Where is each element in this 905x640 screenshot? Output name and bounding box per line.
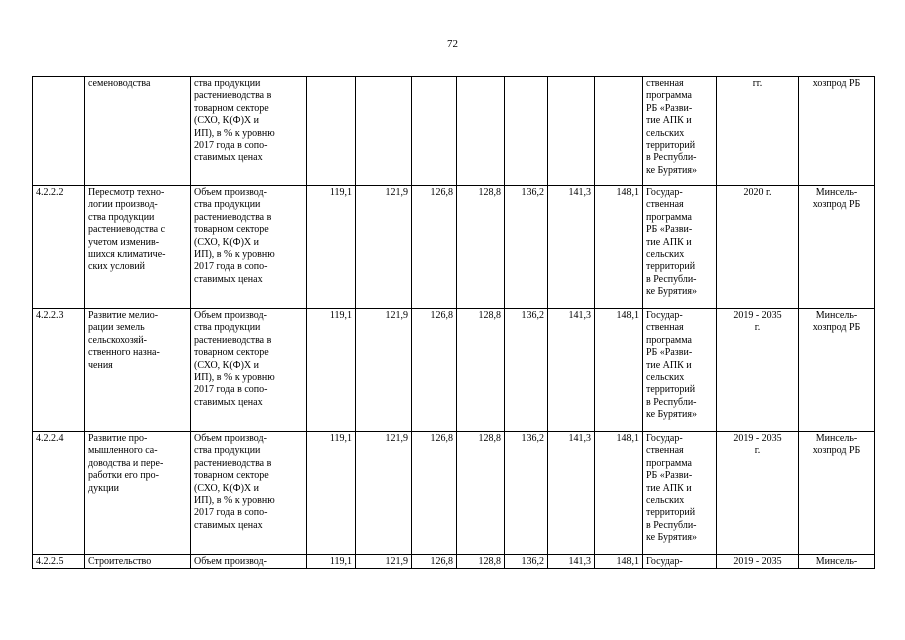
value-cell: 148,1 <box>595 555 643 569</box>
indicator-text: Объем производ- ства продукции растениеводства в товарном секторе (СХО, К(Ф)Х и ИП), в % к уровню 2017 года в сопо- ставимых ценах <box>194 187 275 285</box>
measure-name-cell <box>85 309 191 432</box>
term-text: 2019 - 2035 г. <box>733 433 782 457</box>
value-cell: 148,1 <box>595 309 643 432</box>
program-text: Государ- ственная программа РБ «Разви- тие АПК и сельских территорий в Республи- ке Бурятия» <box>646 310 697 421</box>
value-cell <box>548 77 595 186</box>
value-cell: 126,8 <box>412 555 457 569</box>
row-code-cell: 4.2.2.4 <box>33 432 85 555</box>
program-cell <box>643 309 717 432</box>
responsible-cell <box>799 77 875 186</box>
value-cell: 126,8 <box>412 186 457 309</box>
value-cell <box>356 77 412 186</box>
value-cell <box>595 77 643 186</box>
value-cell <box>505 77 548 186</box>
program-text: ственная программа РБ «Разви- тие АПК и сельских территорий в Республи- ке Бурятия» <box>646 78 697 176</box>
responsible-cell <box>799 186 875 309</box>
row-code-cell: 4.2.2.2 <box>33 186 85 309</box>
measure-name-cell <box>85 77 191 186</box>
value-cell: 119,1 <box>307 432 356 555</box>
measure-name-text: Развитие про- мышленного са- доводства и пере- работки его про- дукции <box>88 433 164 494</box>
measure-name-cell <box>85 186 191 309</box>
measure-name-text: семеноводства <box>88 78 151 89</box>
value-cell: 141,3 <box>548 309 595 432</box>
indicator-cell <box>191 555 307 569</box>
table-row <box>33 432 875 555</box>
measure-name-text: Пересмотр техно- логии производ- ства продукции растениеводства с учетом изменив- шихся климатиче- ских условий <box>88 187 166 273</box>
responsible-text: Минсель- <box>815 556 858 567</box>
term-cell <box>717 77 799 186</box>
term-text: 2019 - 2035 <box>733 556 782 567</box>
value-cell: 121,9 <box>356 432 412 555</box>
value-cell: 128,8 <box>457 186 505 309</box>
responsible-cell <box>799 555 875 569</box>
value-cell: 126,8 <box>412 432 457 555</box>
value-cell: 119,1 <box>307 186 356 309</box>
row-code-cell: 4.2.2.5 <box>33 555 85 569</box>
term-cell <box>717 186 799 309</box>
measure-name-cell <box>85 432 191 555</box>
program-cell <box>643 186 717 309</box>
measure-name-text: Строительство <box>88 556 152 567</box>
responsible-cell <box>799 309 875 432</box>
value-cell: 148,1 <box>595 432 643 555</box>
term-cell <box>717 555 799 569</box>
value-cell: 121,9 <box>356 186 412 309</box>
value-cell <box>307 77 356 186</box>
indicator-cell <box>191 309 307 432</box>
indicator-text: ства продукции растениеводства в товарном секторе (СХО, К(Ф)Х и ИП), в % к уровню 2017 года в сопо- ставимых ценах <box>194 78 275 164</box>
program-text: Государ- <box>646 556 683 567</box>
value-cell: 121,9 <box>356 555 412 569</box>
value-cell: 141,3 <box>548 555 595 569</box>
responsible-cell <box>799 432 875 555</box>
term-cell <box>717 432 799 555</box>
value-cell: 136,2 <box>505 555 548 569</box>
indicator-cell <box>191 432 307 555</box>
value-cell: 141,3 <box>548 432 595 555</box>
value-cell: 126,8 <box>412 309 457 432</box>
responsible-text: хозпрод РБ <box>812 78 861 89</box>
value-cell: 128,8 <box>457 555 505 569</box>
responsible-text: Минсель- хозпрод РБ <box>812 433 861 457</box>
row-code-cell <box>33 77 85 186</box>
value-cell: 119,1 <box>307 309 356 432</box>
value-cell: 136,2 <box>505 432 548 555</box>
page-number: 72 <box>447 38 458 50</box>
program-cell <box>643 77 717 186</box>
table-row <box>33 309 875 432</box>
value-cell: 121,9 <box>356 309 412 432</box>
value-cell <box>457 77 505 186</box>
indicator-text: Объем производ- ства продукции растениеводства в товарном секторе (СХО, К(Ф)Х и ИП), в % к уровню 2017 года в сопо- ставимых ценах <box>194 310 275 408</box>
value-cell <box>412 77 457 186</box>
measure-name-text: Развитие мелио- рации земель сельскохозяй- ственного назна- чения <box>88 310 160 371</box>
indicator-text: Объем производ- ства продукции растениеводства в товарном секторе (СХО, К(Ф)Х и ИП), в % к уровню 2017 года в сопо- ставимых ценах <box>194 433 275 531</box>
table-row <box>33 77 875 186</box>
program-cell <box>643 555 717 569</box>
value-cell: 119,1 <box>307 555 356 569</box>
table-row <box>33 186 875 309</box>
value-cell: 141,3 <box>548 186 595 309</box>
term-text: 2019 - 2035 г. <box>733 310 782 334</box>
table-row <box>33 555 875 569</box>
measures-table <box>32 76 875 569</box>
value-cell: 136,2 <box>505 309 548 432</box>
value-cell: 128,8 <box>457 309 505 432</box>
term-text: гг. <box>752 78 763 89</box>
program-text: Государ- ственная программа РБ «Разви- тие АПК и сельских территорий в Республи- ке Бурятия» <box>646 433 697 544</box>
term-cell <box>717 309 799 432</box>
responsible-text: Минсель- хозпрод РБ <box>812 310 861 334</box>
row-code-cell: 4.2.2.3 <box>33 309 85 432</box>
measure-name-cell <box>85 555 191 569</box>
responsible-text: Минсель- хозпрод РБ <box>812 187 861 211</box>
term-text: 2020 г. <box>743 187 772 198</box>
value-cell: 136,2 <box>505 186 548 309</box>
indicator-cell <box>191 186 307 309</box>
program-cell <box>643 432 717 555</box>
value-cell: 128,8 <box>457 432 505 555</box>
program-text: Государ- ственная программа РБ «Разви- тие АПК и сельских территорий в Республи- ке Бурятия» <box>646 187 697 298</box>
indicator-cell <box>191 77 307 186</box>
value-cell: 148,1 <box>595 186 643 309</box>
indicator-text: Объем производ- <box>194 556 267 567</box>
